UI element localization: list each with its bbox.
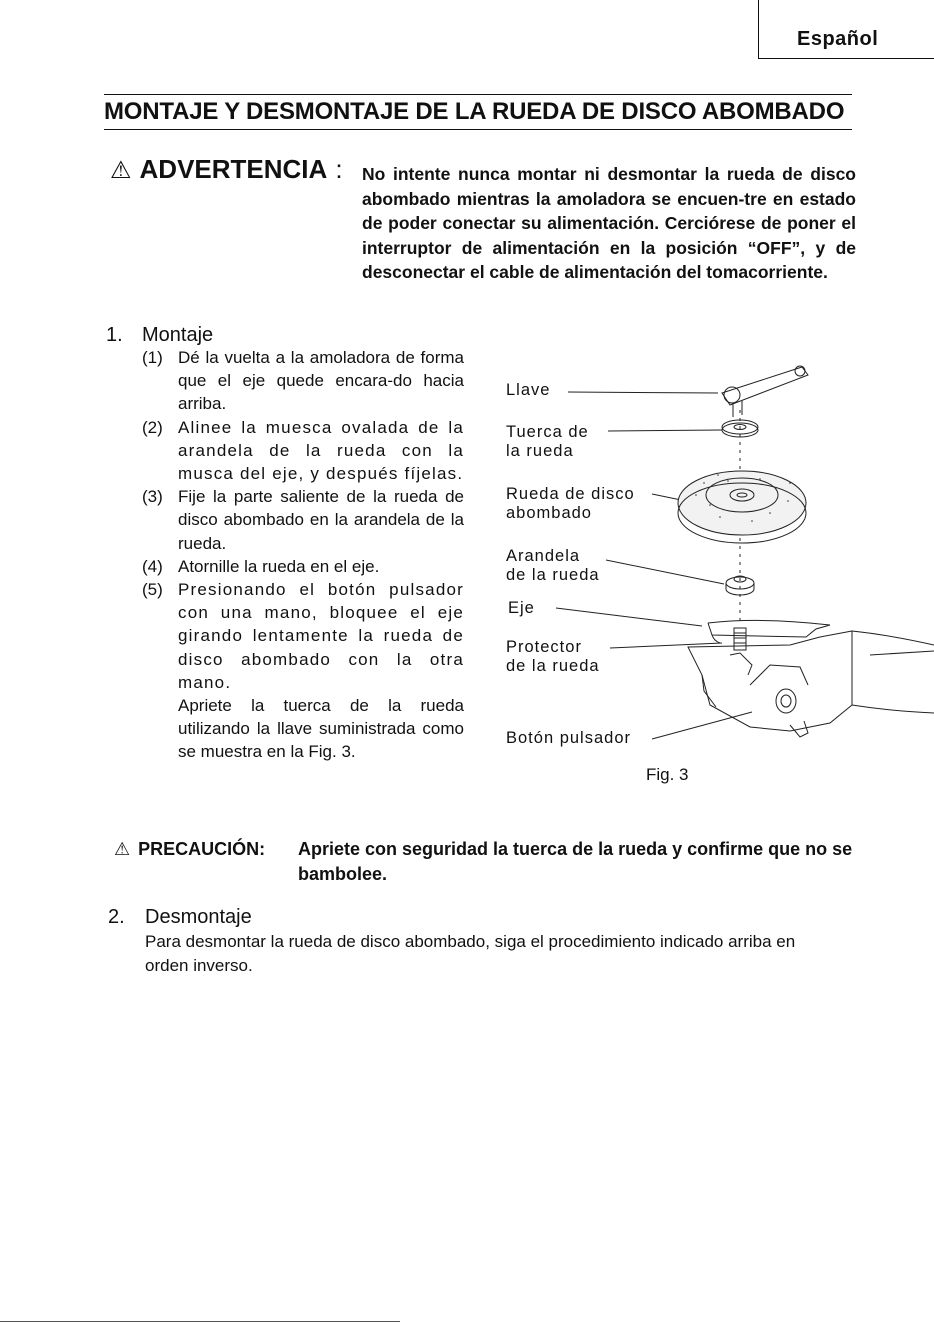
warning-triangle-icon: ⚠	[110, 157, 132, 184]
mounting-number: 1.	[106, 324, 123, 346]
label-arandela: Arandela de la rueda	[506, 547, 600, 584]
label-eje: Eje	[508, 599, 535, 617]
step-4	[142, 555, 464, 578]
step-text: Atornille la rueda en el eje.	[178, 556, 380, 576]
step-5-extra	[142, 694, 464, 764]
mounting-title: Montaje	[142, 324, 214, 346]
step-text: Presionando el botón pulsador con una mano, bloquee el eje girando lentamente la rueda de disco abombado con la otra mano.	[178, 580, 464, 692]
label-rueda-disco: Rueda de disco abombado	[506, 485, 635, 522]
removal-text: Para desmontar la rueda de disco abombado, siga el procedimiento indicado arriba en orden inverso.	[145, 932, 796, 975]
section-title: MONTAJE Y DESMONTAJE DE LA RUEDA DE DISCO ABOMBADO	[104, 98, 845, 125]
caution-heading	[114, 837, 265, 862]
title-rule-bottom	[104, 129, 852, 130]
figure-3	[490, 355, 934, 784]
step-number: (5)	[142, 580, 163, 600]
label-tuerca: Tuerca de la rueda	[506, 423, 589, 460]
caution-text: Apriete con seguridad la tuerca de la rueda y confirme que no se bambolee.	[298, 839, 853, 884]
label-boton: Botón pulsador	[506, 729, 631, 747]
warning-colon: :	[335, 154, 343, 184]
step-number: (4)	[142, 556, 163, 576]
language-tab	[758, 0, 934, 59]
warning-text: No intente nunca montar ni desmontar la rueda de disco abombado mientras la amoladora se encuen-tre en estado de poder conectar su alimentación. Cerciórese de poner el interruptor de alimentación en la posición “OFF”, y de desconectar el cable de alimentación del tomacorriente.	[362, 164, 856, 282]
step-1	[142, 346, 464, 416]
removal-title: Desmontaje	[145, 906, 252, 928]
step-text: Fije la parte saliente de la rueda de disco abombado en la arandela de la rueda.	[178, 487, 464, 553]
language-label: Español	[797, 28, 879, 50]
title-rule-top	[104, 94, 852, 95]
label-protector: Protector de la rueda	[506, 638, 600, 675]
label-llave: Llave	[506, 381, 551, 399]
step-5	[142, 578, 464, 694]
warning-triangle-icon: ⚠	[114, 839, 131, 859]
step-3	[142, 485, 464, 555]
step-2	[142, 416, 464, 486]
step-number: (3)	[142, 487, 163, 507]
step-number: (2)	[142, 417, 163, 437]
mounting-steps	[142, 346, 464, 764]
warning-label: ADVERTENCIA	[139, 154, 328, 184]
warning-heading	[110, 154, 343, 185]
step-text: Dé la vuelta a la amoladora de forma que el eje quede encara-do hacia arriba.	[178, 348, 464, 414]
figure-caption: Fig. 3	[646, 765, 689, 784]
caution-label: PRECAUCIÓN:	[138, 839, 266, 859]
footer-line	[0, 1321, 400, 1322]
step-extra-text: Apriete la tuerca de la rueda utilizando la llave suministrada como se muestra en la Fig. 3.	[178, 696, 464, 762]
removal-number: 2.	[108, 906, 125, 928]
step-text: Alinee la muesca ovalada de la arandela de la rueda con la musca del eje, y después fíjelas.	[178, 417, 464, 484]
step-number: (1)	[142, 348, 163, 367]
